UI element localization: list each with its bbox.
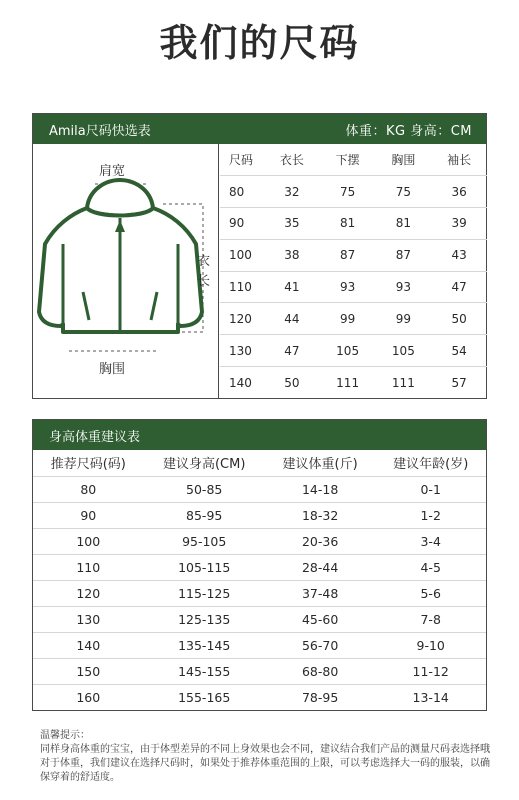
garment-diagram xyxy=(33,144,219,399)
table-cell: 3-4 xyxy=(375,528,486,554)
table-header-row xyxy=(220,144,487,176)
table-cell: 90 xyxy=(220,208,264,240)
table-cell: 47 xyxy=(264,335,320,367)
table-row xyxy=(220,335,487,367)
tips xyxy=(40,729,490,785)
table-cell: 20-36 xyxy=(265,528,376,554)
table-cell: 81 xyxy=(320,208,376,240)
table-cell: 130 xyxy=(33,606,144,632)
table-cell: 54 xyxy=(431,335,487,367)
table-cell: 28-44 xyxy=(265,554,376,580)
table-cell: 100 xyxy=(33,528,144,554)
table-cell: 4-5 xyxy=(375,554,486,580)
column-header: 推荐尺码(码) xyxy=(33,450,144,476)
column-header: 胸围 xyxy=(376,144,432,176)
table-cell: 47 xyxy=(431,271,487,303)
table-row xyxy=(220,176,487,208)
length-label-1: 衣 xyxy=(197,254,211,269)
table-cell: 45-60 xyxy=(265,606,376,632)
column-header: 袖长 xyxy=(431,144,487,176)
size-quick-table-header xyxy=(33,114,486,144)
table-cell: 160 xyxy=(76,689,101,705)
table-cell: 50 xyxy=(431,303,487,335)
table-cell: 78-95 xyxy=(301,689,339,705)
table-cell: 5-6 xyxy=(375,580,486,606)
tips-heading: 温馨提示： xyxy=(40,730,90,741)
table-row xyxy=(220,303,487,335)
table-cell: 43 xyxy=(431,239,487,271)
table-cell: 41 xyxy=(264,271,320,303)
table-cell: 50-85 xyxy=(144,476,265,502)
table-cell: 18-32 xyxy=(265,502,376,528)
table-row xyxy=(33,632,486,658)
table-cell: 95-105 xyxy=(144,528,265,554)
shoulder-width-label: 肩宽 xyxy=(99,164,126,179)
table-cell: 87 xyxy=(320,239,376,271)
table-cell: 44 xyxy=(264,303,320,335)
table-cell: 80 xyxy=(220,176,264,208)
table-cell: 80 xyxy=(33,476,144,502)
table-row xyxy=(33,502,486,528)
table-cell: 90 xyxy=(33,502,144,528)
table-row xyxy=(33,528,486,554)
chest-label: 胸围 xyxy=(99,362,126,377)
recommend-table-header xyxy=(33,420,486,450)
table-row xyxy=(33,554,486,580)
table-cell: 57 xyxy=(451,375,467,390)
table-cell: 120 xyxy=(33,580,144,606)
table-cell: 7-8 xyxy=(375,606,486,632)
table-cell: 140 xyxy=(33,632,144,658)
recommend-table-card xyxy=(32,419,487,711)
table-cell: 50 xyxy=(284,375,300,390)
table-cell: 11-12 xyxy=(375,658,486,684)
table-cell: 135-145 xyxy=(144,632,265,658)
length-label-2: 长 xyxy=(197,274,211,289)
table-cell: 85-95 xyxy=(144,502,265,528)
table-row xyxy=(33,684,486,710)
table-row xyxy=(220,208,487,240)
table-cell: 75 xyxy=(376,176,432,208)
table-row xyxy=(33,658,486,684)
table-cell: 105 xyxy=(376,335,432,367)
table-cell: 145-155 xyxy=(144,658,265,684)
table-cell: 1-2 xyxy=(375,502,486,528)
table-cell: 150 xyxy=(33,658,144,684)
table-cell: 68-80 xyxy=(265,658,376,684)
recommend-table xyxy=(33,450,486,710)
table-cell: 105 xyxy=(320,335,376,367)
column-header: 尺码 xyxy=(220,144,264,176)
table-cell: 13-14 xyxy=(412,689,449,705)
table-cell: 115-125 xyxy=(144,580,265,606)
table-cell: 155-165 xyxy=(178,689,231,705)
size-quick-table-title: Amila尺码快选表 xyxy=(49,123,151,139)
table-cell: 111 xyxy=(336,375,360,390)
table-cell: 99 xyxy=(320,303,376,335)
column-header: 下摆 xyxy=(320,144,376,176)
table-cell: 110 xyxy=(220,271,264,303)
table-cell: 36 xyxy=(431,176,487,208)
tips-line: 保穿着的舒适度。 xyxy=(40,772,120,783)
table-cell: 9-10 xyxy=(375,632,486,658)
table-cell: 81 xyxy=(376,208,432,240)
tips-line: 对于体重，我们建议在选择尺码时，如果处于推荐体重范围的上限，可以考虑选择大一码的服装，以确 xyxy=(40,758,490,769)
table-cell: 93 xyxy=(376,271,432,303)
size-table xyxy=(220,144,487,398)
recommend-table-title: 身高体重建议表 xyxy=(49,429,141,445)
table-cell: 125-135 xyxy=(144,606,265,632)
table-cell: 105-115 xyxy=(144,554,265,580)
table-cell: 0-1 xyxy=(375,476,486,502)
table-cell: 110 xyxy=(33,554,144,580)
table-row xyxy=(220,271,487,303)
table-cell: 75 xyxy=(320,176,376,208)
table-cell: 38 xyxy=(264,239,320,271)
table-row xyxy=(33,580,486,606)
table-cell: 14-18 xyxy=(265,476,376,502)
unit-text: 体重：KG 身高：CM xyxy=(345,123,472,139)
table-cell: 120 xyxy=(220,303,264,335)
column-header: 衣长 xyxy=(264,144,320,176)
table-cell: 87 xyxy=(376,239,432,271)
table-cell: 93 xyxy=(320,271,376,303)
column-header: 建议身高(CM) xyxy=(144,450,265,476)
table-row xyxy=(220,239,487,271)
table-cell: 32 xyxy=(264,176,320,208)
table-cell: 35 xyxy=(264,208,320,240)
table-row xyxy=(33,606,486,632)
table-cell: 56-70 xyxy=(265,632,376,658)
table-row xyxy=(33,476,486,502)
table-cell: 100 xyxy=(220,239,264,271)
column-header: 建议年龄(岁) xyxy=(375,450,486,476)
table-row xyxy=(220,367,487,399)
table-cell: 37-48 xyxy=(265,580,376,606)
table-cell: 130 xyxy=(220,335,264,367)
column-header: 建议体重(斤) xyxy=(265,450,376,476)
jacket-icon xyxy=(33,144,219,399)
size-quick-table-card xyxy=(32,113,487,399)
tips-line: 同样身高体重的宝宝，由于体型差异的不同上身效果也会不同，建议结合我们产品的测量尺码表选择哦 xyxy=(40,744,490,755)
table-header-row xyxy=(33,450,486,476)
table-cell: 99 xyxy=(376,303,432,335)
page-title: 我们的尺码 xyxy=(159,21,360,65)
table-cell: 39 xyxy=(431,208,487,240)
table-cell: 140 xyxy=(229,375,252,390)
table-cell: 111 xyxy=(391,375,415,390)
